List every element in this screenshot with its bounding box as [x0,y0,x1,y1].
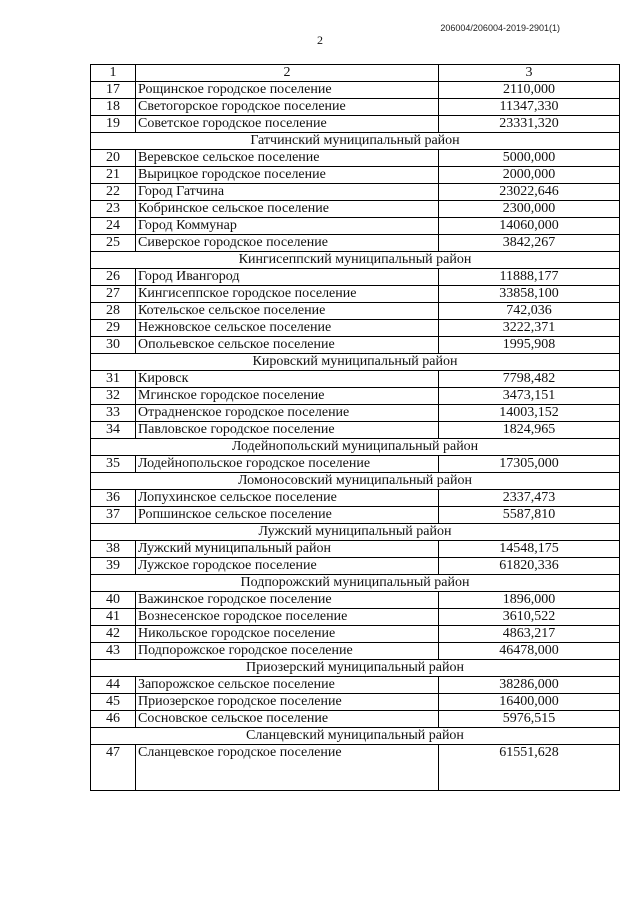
settlement-name: Запорожское сельское поселение [136,677,439,694]
table-body [91,65,620,791]
row-number: 21 [91,167,136,184]
row-number: 37 [91,507,136,524]
row-number: 30 [91,337,136,354]
row-number: 36 [91,490,136,507]
settlement-name: Вознесенское городское поселение [136,609,439,626]
table-row [91,218,620,235]
table-row [91,303,620,320]
table-row [91,337,620,354]
allocation-value: 17305,000 [439,456,620,473]
allocation-value: 11347,330 [439,99,620,116]
row-number: 33 [91,405,136,422]
row-number: 25 [91,235,136,252]
settlement-name: Кировск [136,371,439,388]
allocation-value: 14060,000 [439,218,620,235]
district-name: Гатчинский муниципальный район [91,133,620,150]
allocation-value: 7798,482 [439,371,620,388]
settlement-name: Лодейнопольское городское поселение [136,456,439,473]
allocation-value: 14548,175 [439,541,620,558]
table-row [91,99,620,116]
district-name: Кингисеппский муниципальный район [91,252,620,269]
row-number: 46 [91,711,136,728]
row-number: 31 [91,371,136,388]
allocation-value: 1995,908 [439,337,620,354]
allocation-value: 11888,177 [439,269,620,286]
row-number: 24 [91,218,136,235]
settlement-name: Важинское городское поселение [136,592,439,609]
table-row [91,558,620,575]
settlement-name: Веревское сельское поселение [136,150,439,167]
row-number: 28 [91,303,136,320]
table-row [91,422,620,439]
table-row [91,116,620,133]
allocation-value: 3610,522 [439,609,620,626]
allocation-value: 23331,320 [439,116,620,133]
settlement-name: Ропшинское сельское поселение [136,507,439,524]
row-number: 23 [91,201,136,218]
district-header-row [91,473,620,490]
table-row [91,286,620,303]
column-header-2: 2 [136,65,439,82]
row-number: 29 [91,320,136,337]
row-number: 45 [91,694,136,711]
settlement-name: Город Гатчина [136,184,439,201]
row-number: 18 [91,99,136,116]
district-name: Подпорожский муниципальный район [91,575,620,592]
settlement-name: Павловское городское поселение [136,422,439,439]
allocation-value: 5587,810 [439,507,620,524]
allocation-value: 2337,473 [439,490,620,507]
table-row [91,592,620,609]
table-header-row [91,65,620,82]
allocation-value: 2110,000 [439,82,620,99]
settlement-name: Опольевское сельское поселение [136,337,439,354]
row-number: 47 [91,745,136,791]
row-number: 40 [91,592,136,609]
row-number: 22 [91,184,136,201]
settlement-name: Кобринское сельское поселение [136,201,439,218]
district-header-row [91,728,620,745]
district-header-row [91,354,620,371]
table-row [91,184,620,201]
district-name: Сланцевский муниципальный район [91,728,620,745]
settlement-name: Отрадненское городское поселение [136,405,439,422]
table-row [91,388,620,405]
district-name: Лодейнопольский муниципальный район [91,439,620,456]
settlement-name: Никольское городское поселение [136,626,439,643]
allocation-value: 33858,100 [439,286,620,303]
settlement-name: Приозерское городское поселение [136,694,439,711]
allocation-value: 38286,000 [439,677,620,694]
settlement-name: Лопухинское сельское поселение [136,490,439,507]
allocation-value: 4863,217 [439,626,620,643]
table-row [91,711,620,728]
allocation-value: 5976,515 [439,711,620,728]
row-number: 26 [91,269,136,286]
table-row [91,82,620,99]
allocation-value: 2300,000 [439,201,620,218]
row-number: 42 [91,626,136,643]
table-row [91,609,620,626]
district-header-row [91,133,620,150]
settlement-name: Сланцевское городское поселение [136,745,439,791]
settlement-name: Кингисеппское городское поселение [136,286,439,303]
settlement-name: Сосновское сельское поселение [136,711,439,728]
document-id: 206004/206004-2019-2901(1) [440,23,560,33]
allocation-value: 742,036 [439,303,620,320]
allocation-value: 23022,646 [439,184,620,201]
settlement-name: Светогорское городское поселение [136,99,439,116]
table-row [91,507,620,524]
table-row [91,643,620,660]
district-name: Приозерский муниципальный район [91,660,620,677]
table-row [91,371,620,388]
settlement-name: Сиверское городское поселение [136,235,439,252]
district-name: Ломоносовский муниципальный район [91,473,620,490]
row-number: 43 [91,643,136,660]
settlement-name: Котельское сельское поселение [136,303,439,320]
table-row [91,167,620,184]
allocation-table [90,64,620,791]
settlement-name: Вырицкое городское поселение [136,167,439,184]
district-header-row [91,439,620,456]
allocation-value: 46478,000 [439,643,620,660]
table-row [91,235,620,252]
settlement-name: Рощинское городское поселение [136,82,439,99]
row-number: 41 [91,609,136,626]
table-row [91,541,620,558]
district-name: Кировский муниципальный район [91,354,620,371]
table-row [91,405,620,422]
table-row [91,490,620,507]
row-number: 35 [91,456,136,473]
allocation-value: 3842,267 [439,235,620,252]
row-number: 34 [91,422,136,439]
allocation-value: 3222,371 [439,320,620,337]
district-header-row [91,252,620,269]
allocation-value: 1896,000 [439,592,620,609]
row-number: 27 [91,286,136,303]
table-row [91,626,620,643]
table-row [91,269,620,286]
allocation-value: 3473,151 [439,388,620,405]
settlement-name: Советское городское поселение [136,116,439,133]
column-header-1: 1 [91,65,136,82]
allocation-value: 16400,000 [439,694,620,711]
row-number: 19 [91,116,136,133]
table-row [91,201,620,218]
district-header-row [91,660,620,677]
row-number: 32 [91,388,136,405]
settlement-name: Город Коммунар [136,218,439,235]
settlement-name: Лужское городское поселение [136,558,439,575]
table-row [91,694,620,711]
row-number: 39 [91,558,136,575]
allocation-value: 14003,152 [439,405,620,422]
table-row [91,456,620,473]
table-row [91,677,620,694]
row-number: 20 [91,150,136,167]
row-number: 44 [91,677,136,694]
row-number: 17 [91,82,136,99]
table-row [91,150,620,167]
table-row [91,745,620,791]
row-number: 38 [91,541,136,558]
allocation-value: 2000,000 [439,167,620,184]
column-header-3: 3 [439,65,620,82]
settlement-name: Нежновское сельское поселение [136,320,439,337]
table-row [91,320,620,337]
settlement-name: Подпорожское городское поселение [136,643,439,660]
page-number: 2 [317,33,323,47]
allocation-value: 5000,000 [439,150,620,167]
settlement-name: Город Ивангород [136,269,439,286]
district-header-row [91,575,620,592]
district-name: Лужский муниципальный район [91,524,620,541]
settlement-name: Мгинское городское поселение [136,388,439,405]
allocation-value: 61551,628 [439,745,620,791]
allocation-value: 1824,965 [439,422,620,439]
settlement-name: Лужский муниципальный район [136,541,439,558]
allocation-value: 61820,336 [439,558,620,575]
district-header-row [91,524,620,541]
